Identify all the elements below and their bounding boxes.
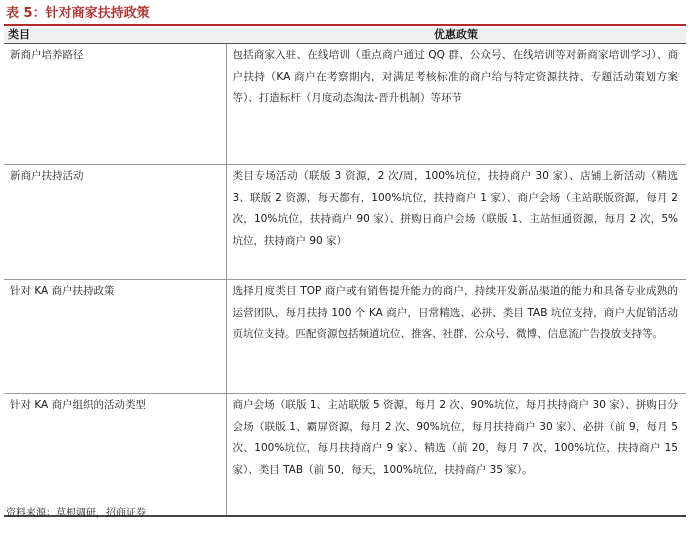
table-row bbox=[4, 280, 686, 394]
table-title: 表 5：针对商家扶持政策 bbox=[6, 6, 150, 21]
row-category: 针对 KA 商户扶持政策 bbox=[4, 280, 226, 394]
row-policy: 包括商家入驻、在线培训（重点商户通过 QQ 群、公众号、在线培训等对新商家培训学习）、商户扶持（KA 商户在考察期内，对满足考核标准的商户给与特定资源扶持、专题活动策划方案等）、打造标杆（月度动态淘汰-晋升机制）等环节 bbox=[226, 44, 686, 165]
table-row bbox=[4, 165, 686, 280]
row-policy: 商户会场（联版 1、主站联版 5 资源，每月 2 次、90%坑位，每月扶持商户 30 家）、拼购日分会场（联版 1、霸屏资源，每月 2 次、90%坑位，每月扶持商户 30 家）、必拼（前 9，每月 5 次、100%坑位，每月扶持商户 9 家）、精选（前 20，每月 7 次，100%坑位，扶持商户 15 家）、类目 TAB（前 50，每天，100%坑位，扶持商户 35 家）。 bbox=[226, 394, 686, 516]
row-category: 新商户扶持活动 bbox=[4, 165, 226, 280]
row-policy: 类目专场活动（联版 3 资源，2 次/周，100%坑位，扶持商户 30 家）、店铺上新活动（精选 3、联版 2 资源，每天都有，100%坑位，扶持商户 1 家）、商户会场（主站联版资源，每月 2 次，10%坑位，扶持商户 90 家）、拼购日商户会场（联版 1、主站恒通资源，每月 2 次，5%坑位，扶持商户 90 家） bbox=[226, 165, 686, 280]
header-policy: 优惠政策 bbox=[226, 27, 686, 44]
source-note: 资料来源：草根调研，招商证券 bbox=[6, 508, 146, 519]
table-header-row bbox=[4, 27, 686, 44]
policy-table bbox=[4, 27, 686, 517]
row-category: 新商户培养路径 bbox=[4, 44, 226, 165]
row-policy: 选择月度类目 TOP 商户或有销售提升能力的商户，持续开发新品渠道的能力和具备专业成熟的运营团队，每月扶持 100 个 KA 商户，日常精选、必拼、类目 TAB 坑位支持，商户大促销活动页坑位支持。匹配资源包括频道坑位、推客、社群、公众号、微博、信息流广告投放支持等。 bbox=[226, 280, 686, 394]
title-divider bbox=[4, 24, 686, 26]
header-category: 类目 bbox=[4, 27, 226, 44]
row-category: 针对 KA 商户组织的活动类型 bbox=[4, 394, 226, 516]
table-row bbox=[4, 44, 686, 165]
table-row bbox=[4, 394, 686, 516]
